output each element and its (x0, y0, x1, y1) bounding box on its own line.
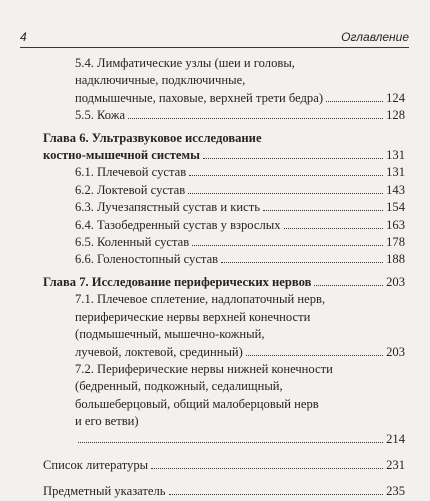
toc-entry-text: лучевой, локтевой, срединный) (75, 344, 243, 359)
toc-chapter-title: костно-мышечной системы (43, 148, 200, 163)
toc-page-ref: 124 (386, 90, 405, 105)
spacer (0, 474, 430, 483)
toc-page-ref: 203 (386, 274, 405, 289)
spacer (0, 448, 430, 457)
toc-entry-7-1[interactable] (75, 291, 430, 361)
dot-leader (78, 433, 383, 443)
page-header (0, 0, 430, 48)
toc-entry-text: 6.6. Голеностопный сустав (75, 252, 219, 267)
running-title: Оглавление (341, 30, 409, 44)
toc-chapter-7[interactable] (43, 274, 430, 291)
toc-page-ref: 131 (386, 148, 405, 163)
toc-page-ref: 131 (386, 165, 405, 180)
toc-subject-index[interactable] (43, 483, 430, 500)
toc-entry-text: 7.2. Периферические нервы нижней конечности (75, 361, 333, 376)
dot-leader (169, 486, 384, 496)
page-number: 4 (20, 30, 27, 44)
dot-leader (246, 346, 383, 356)
toc-entry-text: Список литературы (43, 457, 149, 472)
toc-bibliography[interactable] (43, 457, 430, 474)
toc-entry-7-2[interactable] (75, 361, 430, 448)
dot-leader (284, 219, 384, 229)
dot-leader (188, 184, 383, 194)
toc-page-ref: 188 (386, 252, 405, 267)
dot-leader (203, 149, 383, 159)
dot-leader (189, 167, 383, 177)
toc-entry-text: 6.4. Тазобедренный сустав у взрослых (75, 217, 281, 232)
toc-entry-text: большеберцовый, общий малоберцовый нерв (75, 396, 319, 411)
toc-entry-text: 6.3. Лучезапястный сустав и кисть (75, 200, 260, 215)
dot-leader (192, 236, 383, 246)
dot-leader (326, 92, 383, 102)
toc-entry-text: 6.2. Локтевой сустав (75, 182, 186, 197)
dot-leader (314, 276, 383, 286)
toc-entry-text: 6.1. Плечевой сустав (75, 165, 187, 180)
toc-page-ref: 231 (386, 457, 405, 472)
toc-entry-5-4[interactable] (75, 55, 430, 107)
toc-entry-6-5[interactable] (75, 234, 430, 251)
dot-leader (263, 201, 383, 211)
toc-page-ref: 163 (386, 217, 405, 232)
toc-entry-6-2[interactable] (75, 182, 430, 199)
toc-entry-text: Предметный указатель (43, 484, 166, 499)
toc-page-ref: 178 (386, 235, 405, 250)
toc-chapter-title: Глава 7. Исследование периферических нервов (43, 274, 312, 289)
toc-entry-text: 5.5. Кожа (75, 108, 126, 123)
toc-entry-text: (подмышечный, мышечно-кожный, (75, 327, 265, 342)
dot-leader (151, 459, 383, 469)
toc-entry-text: подмышечные, паховые, верхней трети бедра) (75, 90, 324, 105)
toc-page-ref: 235 (386, 484, 405, 499)
toc-entry-text: 5.4. Лимфатические узлы (шеи и головы, (75, 56, 295, 70)
toc-entry-6-1[interactable] (75, 164, 430, 181)
toc-page-ref: 143 (386, 182, 405, 197)
toc-entry-text: (бедренный, подкожный, седалищный, (75, 379, 283, 394)
toc-chapter-6[interactable] (43, 130, 430, 165)
table-of-contents (0, 55, 430, 501)
toc-entry-text: и его ветви) (75, 414, 139, 429)
toc-page-ref: 128 (386, 108, 405, 123)
toc-page-ref: 214 (386, 431, 405, 446)
toc-page-ref: 203 (386, 344, 405, 359)
toc-entry-5-5[interactable] (75, 107, 430, 124)
toc-entry-6-3[interactable] (75, 199, 430, 216)
dot-leader (221, 254, 383, 264)
dot-leader (128, 109, 383, 119)
toc-page-ref: 154 (386, 200, 405, 215)
toc-entry-text: 7.1. Плечевое сплетение, надлопаточный нерв, (75, 292, 326, 307)
toc-entry-text: надключичные, подключичные, (75, 73, 246, 88)
toc-entry-text: 6.5. Коленный сустав (75, 235, 190, 250)
toc-entry-6-4[interactable] (75, 217, 430, 234)
toc-entry-6-6[interactable] (75, 251, 430, 268)
toc-entry-text: периферические нервы верхней конечности (75, 309, 311, 324)
toc-chapter-title: Глава 6. Ультразвуковое исследование (43, 130, 262, 145)
header-rule (20, 47, 409, 48)
